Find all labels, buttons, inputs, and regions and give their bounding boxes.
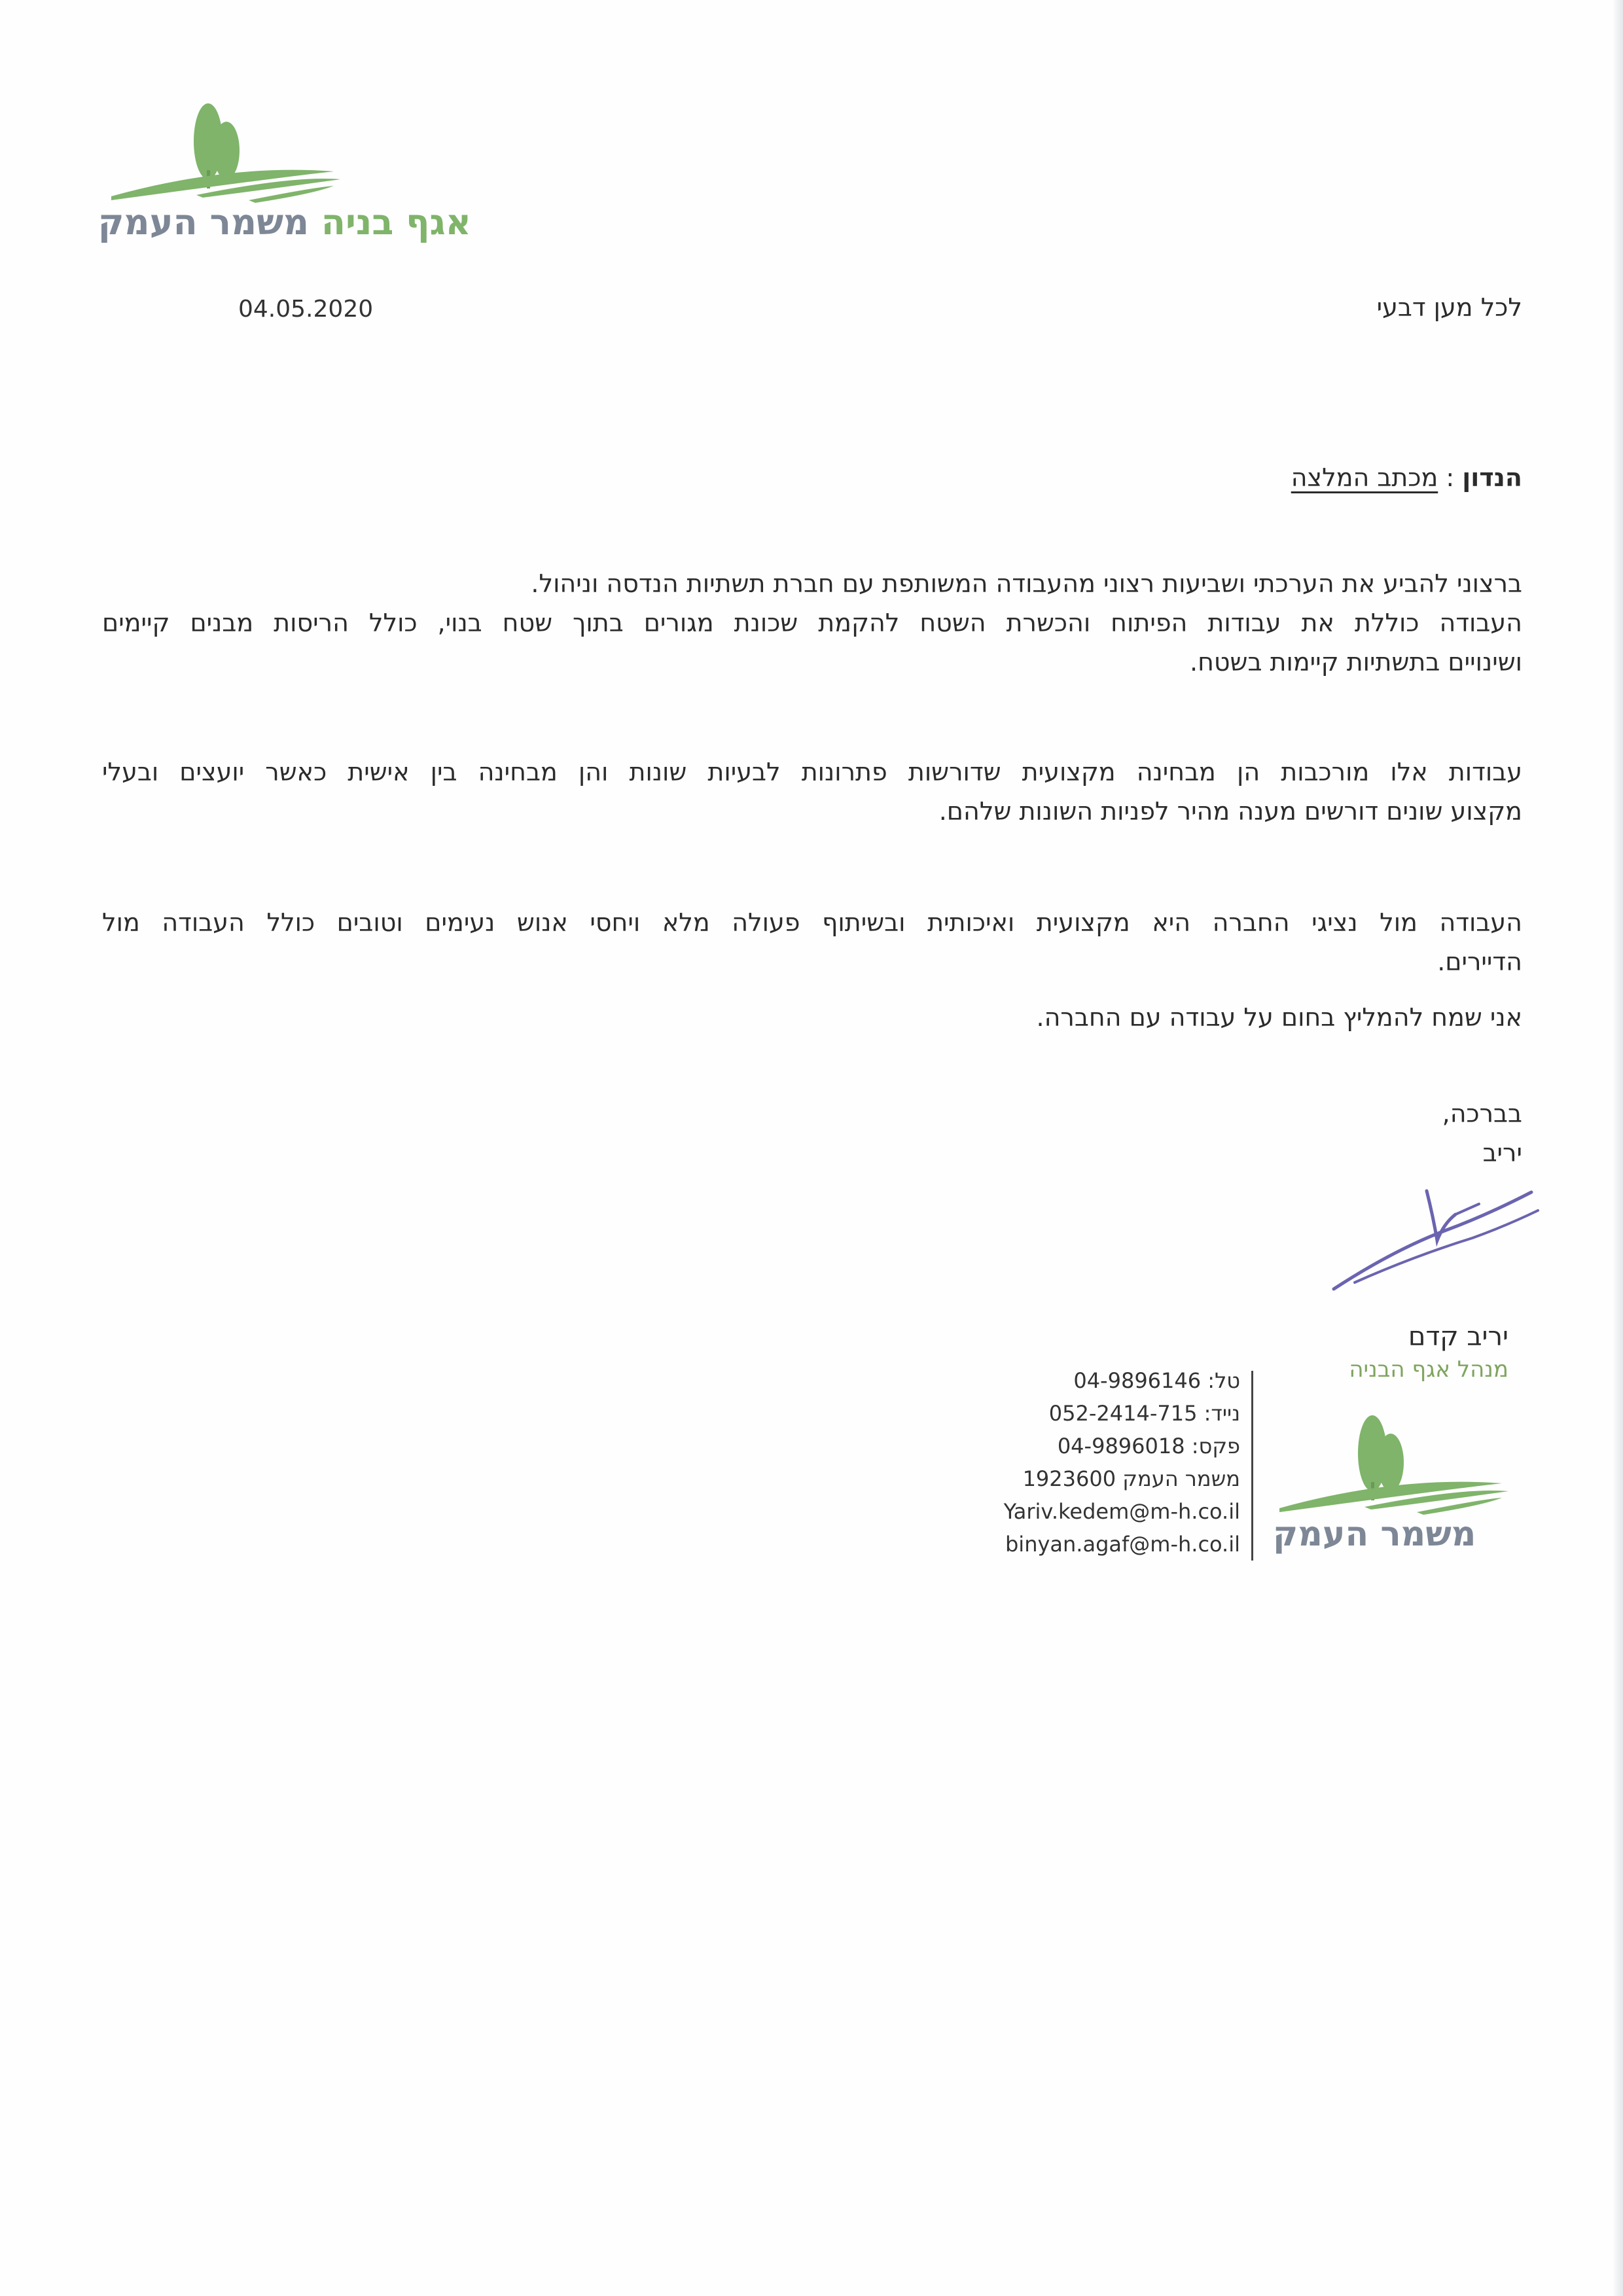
signature-mark (1315, 1178, 1551, 1309)
paragraph-4 (102, 998, 1522, 1037)
footer-logo (1273, 1410, 1522, 1561)
logo-secondary-text: משמר העמק (98, 202, 310, 243)
paragraph-line: אני שמח להמליץ בחום על עבודה עם החברה. (1036, 1003, 1522, 1032)
paragraph-3 (102, 903, 1522, 981)
contact-block (1004, 1364, 1240, 1561)
closing (1442, 1094, 1522, 1173)
letter-date: 04.05.2020 (238, 296, 374, 323)
tree-hills-logo-icon (1273, 1410, 1522, 1515)
paragraph-line: העבודה מול נציגי החברה היא מקצועית ואיכותית ובשיתוף פעולה מלא ויחסי אנוש נעימים וטובים כולל העבודה מול (102, 908, 1522, 937)
paragraph-line: הדיירים. (1437, 947, 1522, 976)
contact-email-2: binyan.agaf@m-h.co.il (1005, 1532, 1240, 1557)
contact-mobile: נייד: 052-2414-715 (1048, 1401, 1240, 1426)
paragraph-2 (102, 752, 1522, 831)
subject-separator: : (1438, 463, 1463, 492)
paragraph-line: מקצוע שונים דורשים מענה מהיר לפניות השונות שלהם. (938, 797, 1522, 826)
header-logo (98, 98, 471, 249)
closing-first-name: יריב (1482, 1139, 1522, 1167)
contact-divider (1251, 1371, 1253, 1561)
signatory-title: מנהל אגף הבניה (1349, 1356, 1508, 1383)
header-logo-text (98, 196, 471, 249)
contact-email-1: Yariv.kedem@m-h.co.il (1003, 1499, 1240, 1524)
paragraph-line: עבודות אלו מורכבות הן מבחינה מקצועית שדורשות פתרונות לבעיות שונות והן מבחינה בין אישית כאשר יועצים ובעלי (102, 758, 1522, 786)
logo-primary-text: אגף בניה (321, 202, 471, 243)
closing-greeting: בברכה, (1442, 1099, 1522, 1128)
contact-address: משמר העמק 1923600 (1022, 1466, 1240, 1491)
scan-edge (1614, 0, 1623, 2296)
tree-hills-logo-icon (98, 98, 471, 203)
contact-fax: פקס: 04-9896018 (1057, 1434, 1240, 1458)
subject-value: מכתב המלצה (1291, 463, 1438, 492)
contact-phone: טל: 04-9896146 (1073, 1368, 1240, 1393)
subject-line (1291, 463, 1522, 492)
subject-label: הנדון (1462, 463, 1522, 492)
paragraph-1 (102, 564, 1522, 682)
paragraph-line: ברצוני להביע את הערכתי ושביעות רצוני מהעבודה המשותפת עם חברת תשתיות הנדסה וניהול. (531, 569, 1522, 598)
paragraph-line: העבודה כוללת את עבודות הפיתוח והכשרת השטח להקמת שכונת מגורים בתוך שטח בנוי, כולל הריסות מבנים קיימים (102, 609, 1522, 637)
paragraph-line: ושינויים בתשתיות קיימות בשטח. (1190, 648, 1522, 677)
recipient: לכל מען דבעי (1376, 293, 1522, 322)
signatory-name: יריב קדם (1408, 1322, 1508, 1352)
footer-logo-text: משמר העמק (1273, 1515, 1476, 1554)
